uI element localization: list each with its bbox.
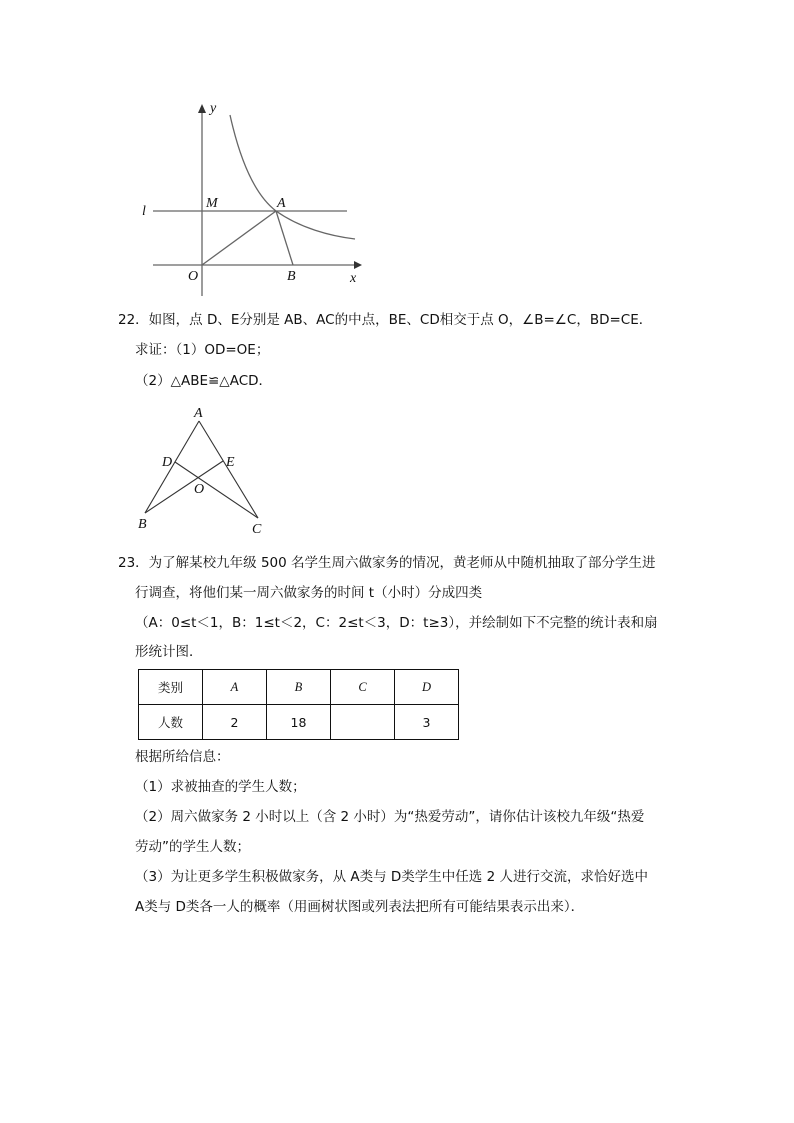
q23-part3a: （3）为让更多学生积极做家务，从 A类与 D类学生中任选 2 人进行交流，求恰好选中 [135, 869, 648, 885]
label-O: O [188, 269, 199, 284]
q23-info: 根据所给信息： [135, 749, 230, 765]
q23-part2a: （2）周六做家务 2 小时以上（含 2 小时）为“热爱劳动”，请你估计该校九年级“热爱 [135, 809, 645, 825]
header-D: D [395, 670, 459, 705]
table-header-row [139, 670, 459, 705]
q23-line3: （A：0≤t＜1，B：1≤t＜2，C：2≤t＜3，D：t≥3），并绘制如下不完整的统计表和扇 [135, 615, 658, 631]
label-l: l [142, 204, 146, 219]
label-D: D [162, 455, 173, 470]
label-B: B [287, 269, 296, 284]
q23-part3b: A类与 D类各一人的概率（用画树状图或列表法把所有可能结果表示出来）． [135, 899, 585, 915]
figure-hyperbola-coordinate [0, 0, 794, 310]
header-A: A [203, 670, 267, 705]
header-C: C [331, 670, 395, 705]
x-arrow-icon [354, 261, 362, 269]
statistics-table [138, 669, 459, 740]
segment-OA [202, 211, 276, 265]
label-E: E [226, 455, 235, 470]
label-A: A [277, 196, 286, 211]
segment-CD [175, 462, 258, 518]
label-A: A [194, 406, 203, 421]
row-label: 人数 [139, 705, 203, 740]
label-B: B [138, 517, 147, 532]
hyperbola-curve [230, 115, 355, 239]
q23-part2b: 劳动”的学生人数； [135, 839, 250, 855]
q22-stem: 22．如图，点 D、E分别是 AB、AC的中点，BE、CD相交于点 O，∠B=∠C，BD=CE． [118, 312, 653, 328]
cell-C [331, 705, 395, 740]
header-B: B [267, 670, 331, 705]
q22-part2: （2）△ABE≌△ACD． [135, 373, 273, 389]
q23-line4: 形统计图． [135, 644, 203, 660]
q23-line2: 行调查，将他们某一周六做家务的时间 t（小时）分成四类 [135, 585, 483, 601]
label-x: x [350, 271, 357, 286]
cell-A: 2 [203, 705, 267, 740]
cell-D: 3 [395, 705, 459, 740]
y-arrow-icon [198, 104, 206, 113]
q22-part1: 求证：（1）OD=OE； [135, 342, 270, 358]
q23-line1: 23．为了解某校九年级 500 名学生周六做家务的情况，黄老师从中随机抽取了部分学生进 [118, 555, 656, 571]
figure-triangle [0, 400, 794, 540]
label-O: O [194, 482, 205, 497]
q23-part1: （1）求被抽查的学生人数； [135, 779, 306, 795]
header-category: 类别 [139, 670, 203, 705]
label-y: y [210, 101, 217, 116]
segment-AB [276, 211, 293, 265]
label-C: C [252, 522, 262, 537]
table-row [139, 705, 459, 740]
cell-B: 18 [267, 705, 331, 740]
label-M: M [206, 196, 218, 211]
